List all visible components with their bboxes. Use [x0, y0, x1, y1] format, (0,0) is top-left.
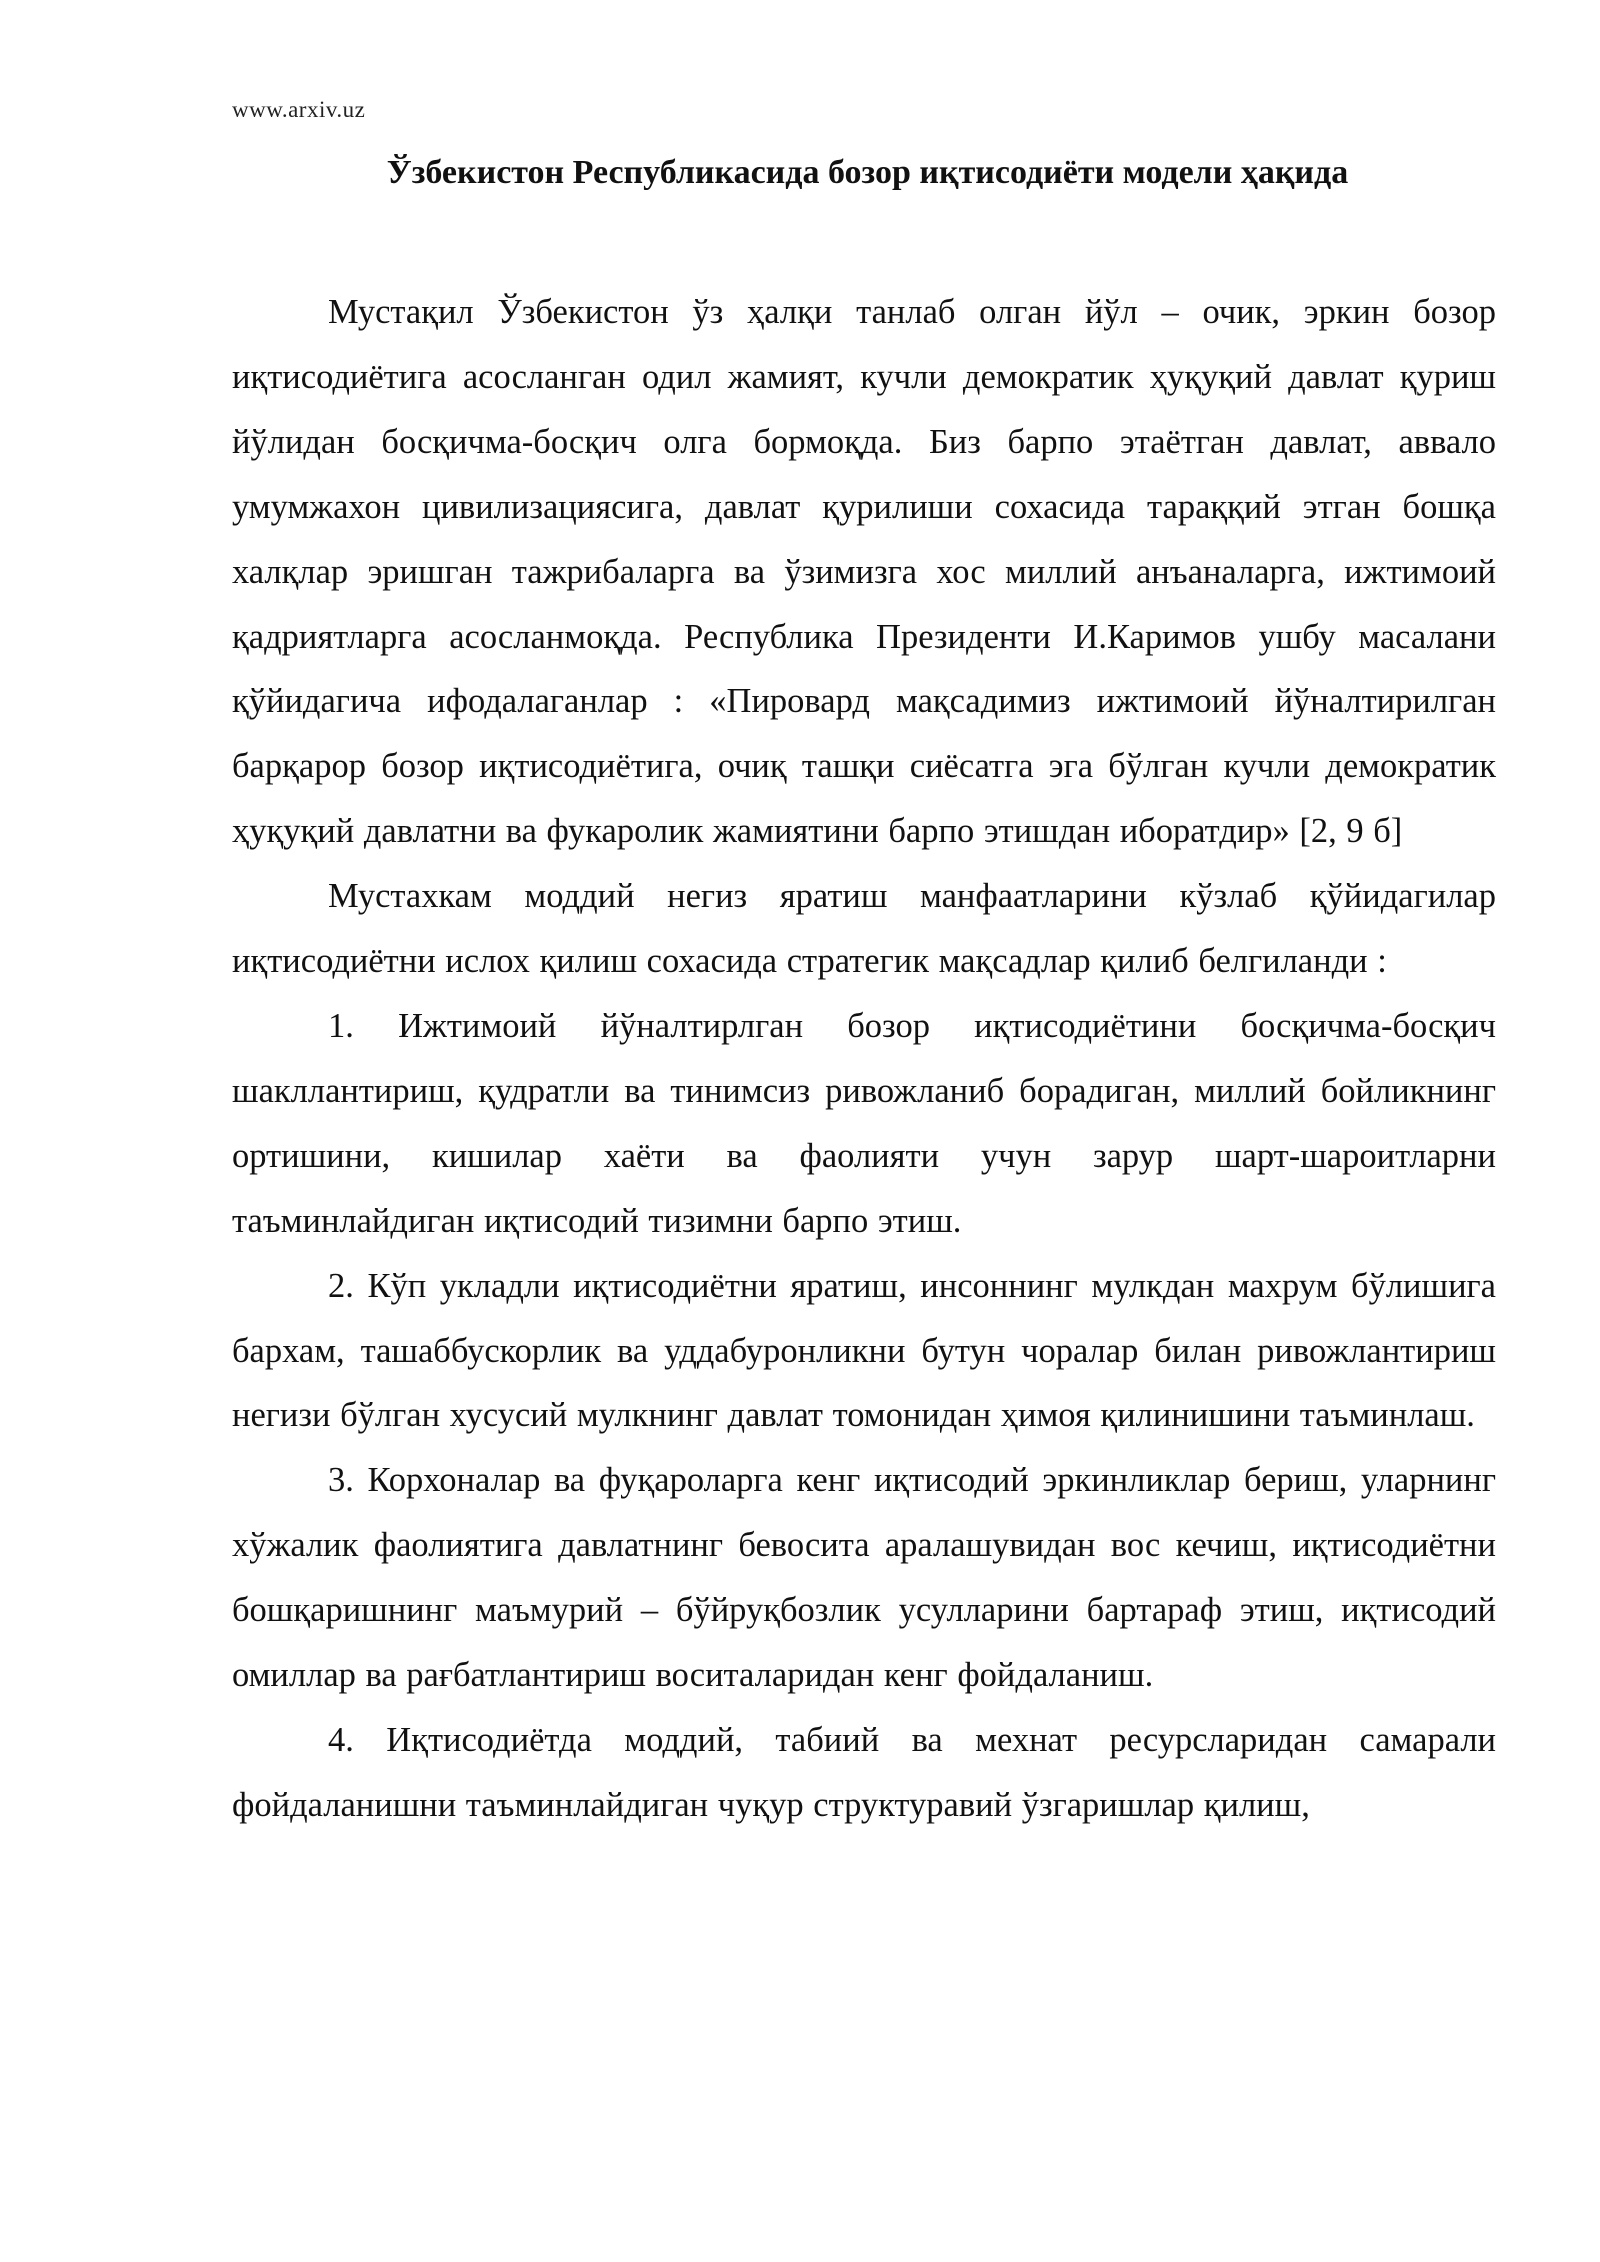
- document-title: Ўзбекистон Республикасида бозор иқтисодиёти модели ҳақида: [386, 154, 1349, 191]
- list-item-4: 4. Иқтисодиётда моддий, табиий ва мехнат ресурсларидан самарали фойдаланишни таъминлайдиган чуқур структуравий ўзгаришлар қилиш,: [232, 1720, 1496, 1824]
- list-item-3: 3. Корхоналар ва фуқароларга кенг иқтисодий эркинликлар бериш, уларнинг хўжалик фаолиятига давлатнинг бевосита аралашувидан вос кечиш, иқтисодиётни бошқаришнинг маъмурий – бўйруқбозлик усулларини бартараф этиш, иқтисодий омиллар ва рағбатлантириш воситаларидан кенг фойдаланиш.: [232, 1461, 1496, 1695]
- document-body: [232, 280, 1496, 1838]
- list-item-1: 1. Ижтимоий йўналтирлган бозор иқтисодиётини босқичма-босқич шакллантириш, қудратли ва тинимсиз ривожланиб борадиган, миллий бойликнинг ортишини, кишилар хаёти ва фаолияти учун зарур шарт-шароитларни таъминлайдиган иқтисодий тизимни барпо этиш.: [232, 1006, 1496, 1240]
- list-item-2: 2. Кўп укладли иқтисодиётни яратиш, инсоннинг мулкдан махрум бўлишига бархам, ташаббускорлик ва уддабуронликни бутун чоралар билан ривожлантириш негизи бўлган хусусий мулкнинг давлат томонидан ҳимоя қилинишини таъминлаш.: [232, 1266, 1496, 1435]
- paragraph-goals: Мустахкам моддий негиз яратиш манфаатларини кўзлаб қўйидагилар иқтисодиётни ислох қилиш сохасида стратегик мақсадлар қилиб белгиланди :: [232, 877, 1496, 981]
- paragraph-intro: Мустақил Ўзбекистон ўз ҳалқи танлаб олган йўл – очик, эркин бозор иқтисодиётига асосланган одил жамият, кучли демократик ҳуқуқий давлат қуриш йўлидан босқичма-босқич олга бормоқда. Биз барпо этаётган давлат, аввало умумжахон цивилизациясига, давлат қурилиши сохасида тараққий этган бошқа халқлар эришган тажрибаларга ва ўзимизга хос миллий анъаналарга, ижтимоий қадриятларга асосланмоқда. Республика Президенти И.Каримов ушбу масалани қўйидагича ифодалаганлар : «Пировард мақсадимиз ижтимоий йўналтирилган барқарор бозор иқтисодиётига, очиқ ташқи сиёсатга эга бўлган кучли демократик ҳуқуқий давлатни ва фукаролик жамиятини барпо этишдан иборатдир» [2, 9 б]: [232, 293, 1496, 851]
- site-url: www.arxiv.uz: [232, 97, 366, 122]
